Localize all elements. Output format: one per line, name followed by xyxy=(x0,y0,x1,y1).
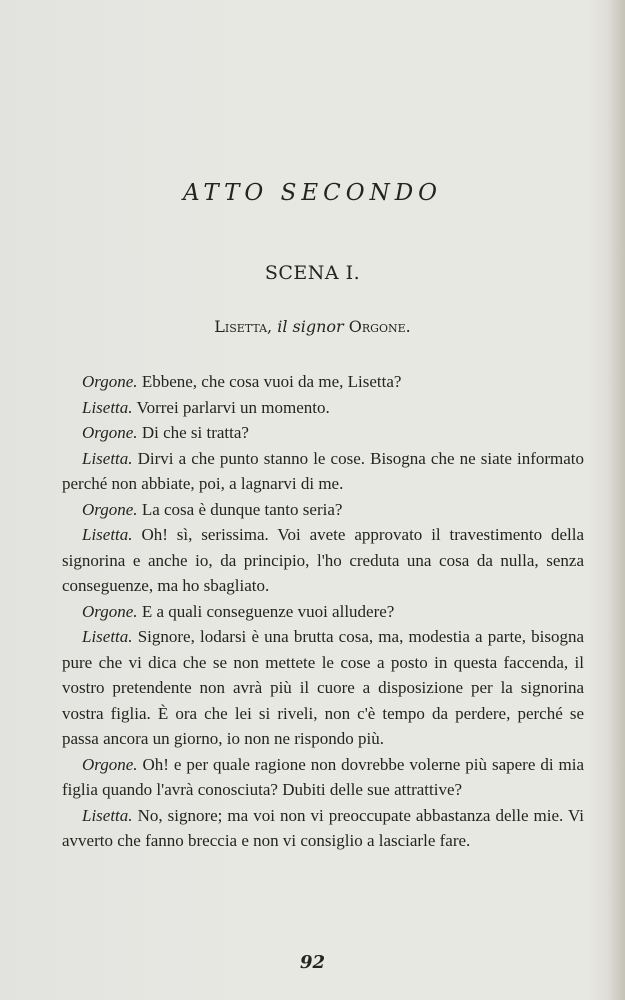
speaker-name: Orgone. xyxy=(82,601,138,621)
dialogue-block xyxy=(62,369,584,854)
character-connector: il signor xyxy=(277,317,344,336)
line-text: Ebbene, che cosa vuoi da me, Lisetta? xyxy=(141,372,402,391)
act-title: ATTO SECONDO xyxy=(182,180,443,206)
page-number: 92 xyxy=(299,952,326,973)
speaker-name: Orgone. xyxy=(82,423,138,442)
speaker-name: Orgone. xyxy=(82,372,138,391)
line-text: E a quali conseguenze vuoi alludere? xyxy=(141,601,395,621)
line-text: Vorrei parlarvi un momento. xyxy=(136,397,330,417)
dialogue-line xyxy=(62,599,584,625)
line-text: La cosa è dunque tanto seria? xyxy=(141,499,343,519)
dialogue-line xyxy=(62,446,584,497)
speaker-name: Orgone. xyxy=(82,754,138,774)
dialogue-line xyxy=(62,752,584,803)
dialogue-line xyxy=(62,395,584,421)
page-edge-shadow xyxy=(607,0,625,1000)
speaker-name: Lisetta. xyxy=(82,805,133,825)
line-text: Oh! sì, serissima. Voi avete approvato il travestimento della signorina e anche io, da principio, l'ho creduta una cosa da nulla, senza conseguenze, ma ho sbagliato. xyxy=(62,525,584,595)
scene-characters xyxy=(0,317,625,336)
speaker-name: Lisetta. xyxy=(82,448,133,468)
speaker-name: Orgone. xyxy=(82,499,138,519)
line-text: No, signore; ma voi non vi preoccupate abbastanza delle mie. Vi avverto che fanno breccia e non vi consiglio a lasciarle fare. xyxy=(62,805,585,850)
scene-title: SCENA I. xyxy=(264,262,361,284)
speaker-name: Lisetta. xyxy=(82,397,133,417)
dialogue-line xyxy=(62,369,584,395)
speaker-name: Lisetta. xyxy=(82,525,133,544)
speaker-name: Lisetta. xyxy=(82,627,133,646)
dialogue-line xyxy=(62,497,584,523)
dialogue-line xyxy=(62,522,584,599)
dialogue-line xyxy=(62,803,584,854)
line-text: Signore, lodarsi è una brutta cosa, ma, modestia a parte, bisogna pure che vi dica che se non mettete le cose a posto in questa faccenda, il vostro pretendente non avrà più il cuore a disposizione per la signorina vostra figlia. È ora che lei si riveli, non c'è tempo da perdere, perché se passa ancora un giorno, io non ne rispondo più. xyxy=(62,627,585,748)
character-orgone: Orgone. xyxy=(348,317,411,336)
line-text: Di che si tratta? xyxy=(141,423,249,442)
character-lisetta: Lisetta, xyxy=(214,317,273,336)
dialogue-line xyxy=(62,624,584,752)
line-text: Dirvi a che punto stanno le cose. Bisogna che ne siate informato perché non abbiate, poi, a lagnarvi di me. xyxy=(62,448,585,493)
line-text: Oh! e per quale ragione non dovrebbe volerne più sapere di mia figlia quando l'avrà conosciuta? Dubiti delle sue attrattive? xyxy=(62,754,584,799)
dialogue-line xyxy=(62,420,584,446)
